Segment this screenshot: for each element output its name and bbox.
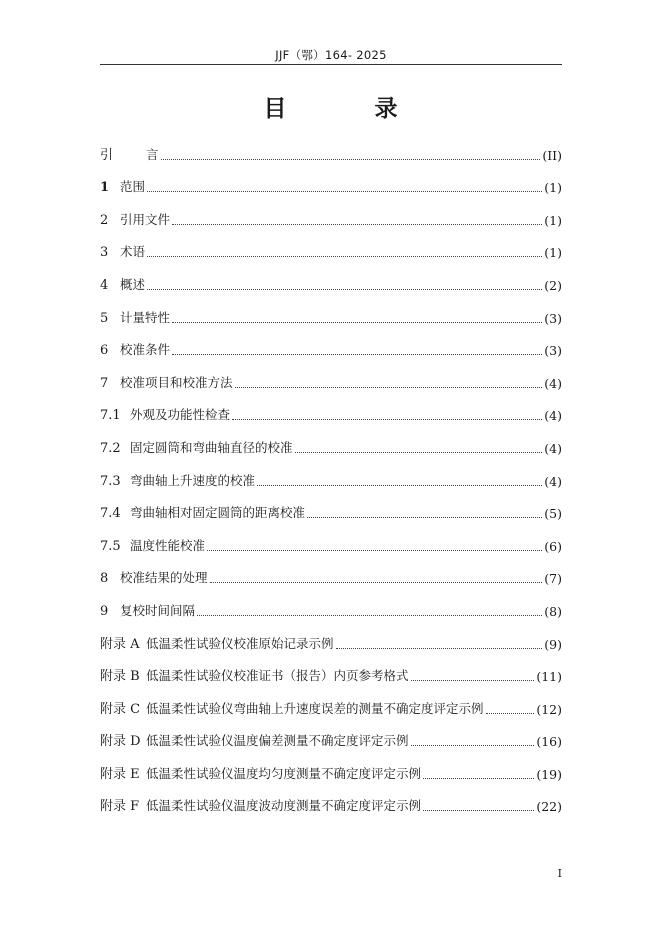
toc-entry-number: 7.4: [100, 506, 121, 522]
toc-entry-7-1[interactable]: [100, 397, 562, 430]
toc-entry-title: 低温柔性试验仪弯曲轴上升速度误差的测量不确定度评定示例: [146, 700, 484, 716]
toc-entry-page: (3): [544, 310, 562, 326]
toc-entry-title: 外观及功能性检查: [130, 407, 231, 423]
toc-entry-title: 概述: [120, 276, 146, 292]
toc-entry-number: 附录 A: [100, 636, 140, 652]
toc-leader-dots: [423, 809, 534, 811]
toc-entry-page: (8): [544, 603, 562, 619]
toc-entry-number: 2: [100, 212, 109, 228]
toc-leader-dots: [147, 288, 542, 290]
toc-entry-page: (16): [536, 734, 562, 750]
toc-entry-title: 低温柔性试验仪温度波动度测量不确定度评定示例: [146, 798, 422, 814]
toc-leader-dots: [486, 712, 535, 714]
toc-entry-7-4[interactable]: [100, 495, 562, 528]
toc-entry-title: 温度性能校准: [130, 537, 206, 553]
toc-entry-title: 校准条件: [120, 342, 171, 358]
toc-leader-dots: [295, 451, 543, 453]
toc-leader-dots: [172, 321, 542, 323]
toc-entry-6[interactable]: [100, 332, 562, 365]
toc-entry-appendix-b[interactable]: [100, 658, 562, 691]
toc-entry-page: (3): [544, 343, 562, 359]
toc-entry-number: 附录 D: [100, 734, 141, 750]
toc-entry-page: (7): [544, 571, 562, 587]
page-title: 目 录: [263, 96, 438, 122]
toc-leader-dots: [207, 549, 542, 551]
toc-entry-appendix-e[interactable]: [100, 755, 562, 788]
toc-entry-title: 低温柔性试验仪温度偏差测量不确定度评定示例: [146, 733, 409, 749]
toc-entry-number: 7.1: [100, 408, 121, 424]
toc-entry-title: 校准结果的处理: [120, 570, 208, 586]
toc-entry-number: 附录 E: [100, 766, 140, 782]
toc-entry-title: 引用文件: [120, 211, 171, 227]
toc-entry-number: 附录 C: [100, 701, 141, 717]
toc-leader-dots: [307, 516, 542, 518]
toc-entry-number: 7.5: [100, 538, 121, 554]
running-header: [100, 46, 562, 65]
toc-entry-7-3[interactable]: [100, 462, 562, 495]
toc-entry-appendix-d[interactable]: [100, 723, 562, 756]
toc-entry-intro[interactable]: [100, 136, 562, 169]
toc-entry-page: (6): [544, 538, 562, 554]
toc-leader-dots: [147, 255, 542, 257]
toc-leader-dots: [235, 386, 543, 388]
toc-entry-number: 4: [100, 277, 109, 293]
toc-entry-title: 低温柔性试验仪校准证书（报告）内页参考格式: [146, 668, 409, 684]
toc-entry-title: 术语: [120, 244, 146, 260]
toc-entry-page: (12): [536, 701, 562, 717]
toc-entry-number: 1: [100, 180, 110, 196]
toc-entry-page: (II): [542, 147, 562, 163]
toc-leader-dots: [336, 647, 543, 649]
toc-entry-page: (5): [544, 506, 562, 522]
toc-entry-9[interactable]: [100, 592, 562, 625]
toc-entry-title: 言: [146, 146, 159, 162]
toc-leader-dots: [423, 777, 534, 779]
header-text: JJF（鄂）164- 2025: [275, 48, 387, 62]
toc-leader-dots: [411, 744, 535, 746]
toc-entry-title: 弯曲轴上升速度的校准: [130, 472, 256, 488]
toc-entry-page: (19): [536, 766, 562, 782]
toc-entry-number: 5: [100, 310, 109, 326]
toc-entry-number: 9: [100, 603, 109, 619]
toc-entry-title: 弯曲轴相对固定圆筒的距离校准: [130, 505, 306, 521]
toc-entry-title: 固定圆筒和弯曲轴直径的校准: [130, 439, 293, 455]
toc-leader-dots: [232, 418, 542, 420]
toc-entry-title: 范围: [120, 179, 146, 195]
toc-entry-7-5[interactable]: [100, 527, 562, 560]
toc-entry-number: 7.3: [100, 473, 121, 489]
toc-leader-dots: [172, 223, 542, 225]
toc-entry-page: (9): [544, 636, 562, 652]
toc-entry-number: 7.2: [100, 440, 121, 456]
toc-entry-page: (4): [544, 375, 562, 391]
toc-entry-number: 3: [100, 245, 109, 261]
toc-entry-title: 低温柔性试验仪温度均匀度测量不确定度评定示例: [146, 765, 422, 781]
toc-leader-dots: [147, 190, 542, 192]
toc-entry-2[interactable]: [100, 201, 562, 234]
toc-entry-page: (4): [544, 440, 562, 456]
toc-entry-number: 附录 B: [100, 669, 140, 685]
toc-leader-dots: [161, 158, 541, 160]
toc-entry-appendix-a[interactable]: [100, 625, 562, 658]
toc-leader-dots: [210, 581, 543, 583]
toc-entry-4[interactable]: [100, 266, 562, 299]
toc-entry-5[interactable]: [100, 299, 562, 332]
toc-entry-number: 引: [100, 147, 114, 163]
toc-entry-title: 复校时间间隔: [120, 602, 196, 618]
toc-entry-number: 附录 F: [100, 799, 140, 815]
toc-entry-page: (1): [544, 245, 562, 261]
toc-leader-dots: [197, 614, 542, 616]
toc-leader-dots: [172, 353, 542, 355]
toc-entry-7[interactable]: [100, 364, 562, 397]
toc-leader-dots: [411, 679, 535, 681]
toc-entry-title: 计量特性: [120, 309, 171, 325]
page-number: I: [557, 867, 562, 880]
toc-entry-number: 7: [100, 375, 109, 391]
toc-entry-page: (11): [536, 669, 562, 685]
toc-entry-appendix-f[interactable]: [100, 788, 562, 821]
toc-entry-page: (1): [544, 180, 562, 196]
toc-entry-page: (4): [544, 408, 562, 424]
toc-entry-title: 校准项目和校准方法: [120, 374, 233, 390]
toc-entry-7-2[interactable]: [100, 429, 562, 462]
toc-entry-number: 6: [100, 343, 109, 359]
toc-entry-page: (22): [536, 799, 562, 815]
toc-entry-3[interactable]: [100, 234, 562, 267]
toc-entry-1[interactable]: [100, 169, 562, 202]
toc-entry-page: (2): [544, 277, 562, 293]
table-of-contents: [100, 136, 562, 820]
toc-entry-8[interactable]: [100, 560, 562, 593]
toc-entry-page: (1): [544, 212, 562, 228]
toc-entry-page: (4): [544, 473, 562, 489]
toc-entry-appendix-c[interactable]: [100, 690, 562, 723]
toc-leader-dots: [257, 484, 542, 486]
toc-entry-number: 8: [100, 571, 109, 587]
toc-entry-title: 低温柔性试验仪校准原始记录示例: [146, 635, 334, 651]
